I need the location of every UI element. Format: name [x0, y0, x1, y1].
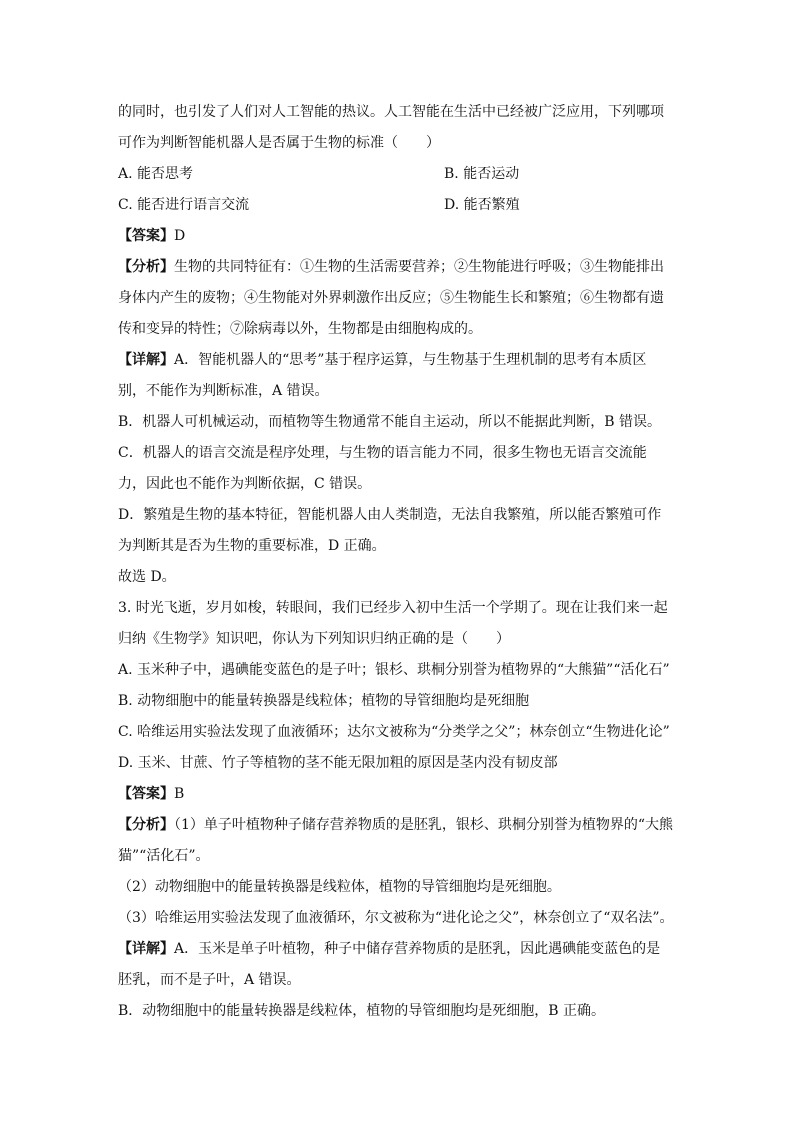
answer-value: B: [174, 786, 185, 802]
q2-analysis-line: 传和变异的特性；⑦除病毒以外，生物都是由细胞构成的。: [118, 321, 482, 337]
answer-tag: 【答案】: [118, 786, 174, 802]
q3-analysis-line: （2）动物细胞中的能量转换器是线粒体，植物的导管细胞均是死细胞。: [118, 879, 561, 895]
q2-detail-line: C．机器人的语言交流是程序处理，与生物的语言能力不同，很多生物也无语言交流能: [118, 445, 647, 461]
q3-detail: [118, 939, 678, 959]
q2-conclusion: 故选 D。: [118, 569, 176, 585]
q2-detail-line: B．机器人可机械运动，而植物等生物通常不能自主运动，所以不能据此判断，B 错误。: [118, 414, 662, 430]
q3-analysis-line: （3）哈维运用实验法发现了血液循环，尔文被称为“进化论之父”，林奈创立了“双名法”。: [118, 910, 674, 926]
q3-option-a: A. 玉米种子中，遇碘能变蓝色的是子叶；银杉、珙桐分别誉为植物界的“大熊猫”“活化石”: [118, 662, 670, 678]
analysis-tag: 【分析】: [118, 259, 174, 275]
answer-value: D: [174, 228, 186, 244]
q2-stem-line: 的同时，也引发了人们对人工智能的热议。人工智能在生活中已经被广泛应用，下列哪项: [118, 104, 664, 120]
q2-analysis: [118, 257, 678, 277]
q3-option-b: B. 动物细胞中的能量转换器是线粒体；植物的导管细胞均是死细胞: [118, 693, 530, 709]
q3-stem-line: 归纳《生物学》知识吧，你认为下列知识归纳正确的是（ ）: [118, 631, 510, 647]
q3-detail-line: B．动物细胞中的能量转换器是线粒体，植物的导管细胞均是死细胞，B 正确。: [118, 1003, 606, 1019]
analysis-text: （1）单子叶植物种子储存营养物质的是胚乳，银杉、珙桐分别誉为植物界的“大熊: [174, 817, 674, 833]
q3-detail-line: 胚乳，而不是子叶，A 错误。: [118, 972, 301, 988]
q3-analysis: [118, 815, 678, 835]
q3-analysis-line: 猫”“活化石”。: [118, 848, 210, 864]
q2-detail-line: D．繁殖是生物的基本特征，智能机器人由人类制造，无法自我繁殖，所以能否繁殖可作: [118, 507, 662, 523]
detail-tag: 【详解】: [118, 941, 174, 957]
q2-answer: [118, 226, 678, 246]
detail-text: A．玉米是单子叶植物，种子中储存营养物质的是胚乳，因此遇碘能变蓝色的是: [174, 941, 661, 957]
q3-option-c: C. 哈维运用实验法发现了血液循环；达尔文被称为“分类学之父”；林奈创立“生物进化论”: [118, 724, 670, 740]
answer-tag: 【答案】: [118, 228, 174, 244]
q2-option-c: C. 能否进行语言交流: [118, 197, 250, 213]
q2-detail: [118, 350, 678, 370]
q2-detail-line: 力，因此也不能作为判断依据，C 错误。: [118, 476, 372, 492]
detail-text: A．智能机器人的“思考”基于程序运算，与生物基于生理机制的思考有本质区: [174, 352, 647, 368]
analysis-text: 生物的共同特征有：①生物的生活需要营养；②生物能进行呼吸；③生物能排出: [174, 259, 664, 275]
q2-option-a: A. 能否思考: [118, 166, 194, 182]
q3-answer: [118, 784, 678, 804]
analysis-tag: 【分析】: [118, 817, 174, 833]
q3-stem-line: 3. 时光飞逝，岁月如梭，转眼间，我们已经步入初中生活一个学期了。现在让我们来一起: [118, 600, 668, 616]
q2-option-d: D. 能否繁殖: [444, 197, 520, 213]
q2-option-b: B. 能否运动: [444, 166, 520, 182]
q2-analysis-line: 身体内产生的废物；④生物能对外界刺激作出反应；⑤生物能生长和繁殖；⑥生物都有遗: [118, 290, 664, 306]
q2-stem-line: 可作为判断智能机器人是否属于生物的标准（ ）: [118, 135, 440, 151]
q3-option-d: D. 玉米、甘蔗、竹子等植物的茎不能无限加粗的原因是茎内没有韧皮部: [118, 755, 558, 771]
q2-detail-line: 别，不能作为判断标准，A 错误。: [118, 383, 329, 399]
q2-detail-line: 为判断其是否为生物的重要标准，D 正确。: [118, 538, 386, 554]
detail-tag: 【详解】: [118, 352, 174, 368]
